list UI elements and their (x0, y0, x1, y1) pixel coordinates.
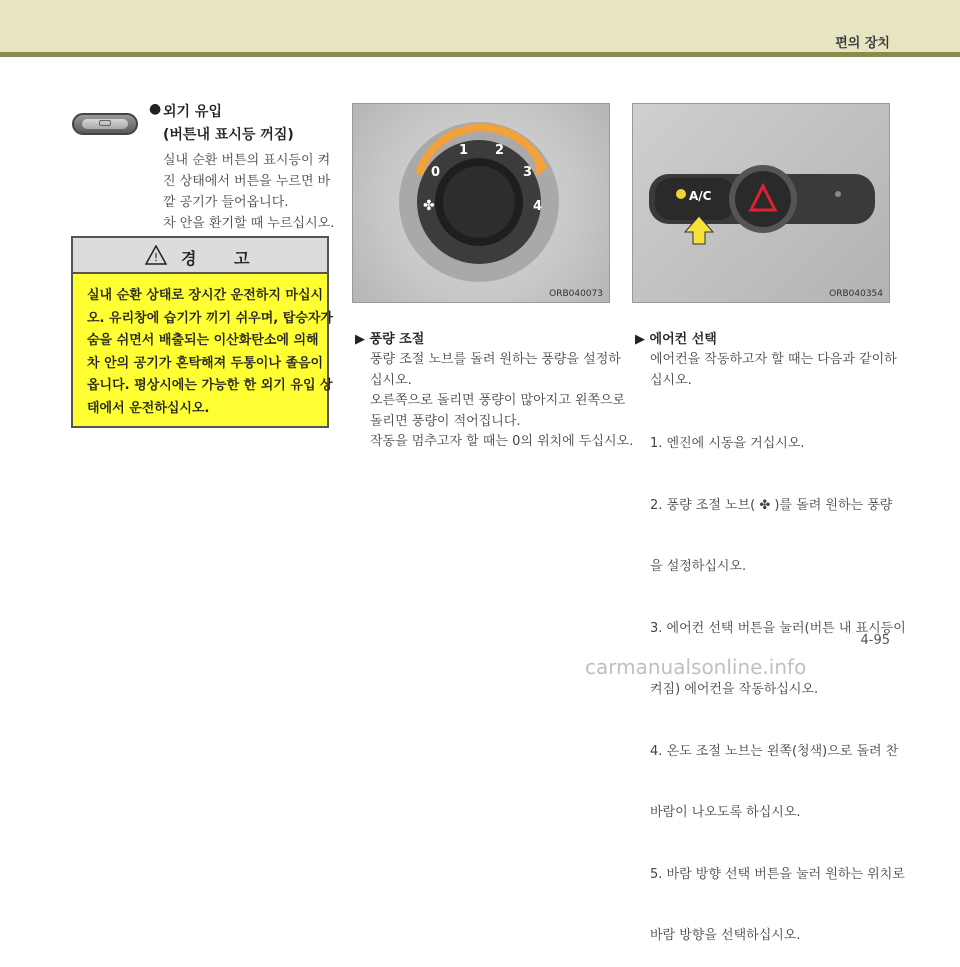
warning-line: 태에서 운전하십시오. (87, 400, 210, 416)
body-line: 풍량 조절 노브를 돌려 원하는 풍량을 설정하 (370, 352, 621, 367)
warning-triangle-icon (145, 245, 167, 265)
body-line: 차 안을 환기할 때 누르십시오. (163, 216, 335, 231)
step-line: 5. 바람 방향 선택 버튼을 눌러 원하는 위치로 (650, 866, 905, 882)
section2-title: 풍량 조절 (369, 332, 425, 347)
body-line: 돌리면 풍량이 적어집니다. (370, 413, 521, 429)
section2-body (370, 350, 634, 453)
svg-text:!: ! (153, 251, 159, 264)
warning-line: 숨을 쉬면서 배출되는 이산화탄소에 의해 (87, 333, 319, 348)
outside-air-button-image (72, 113, 138, 135)
section3-steps (650, 393, 906, 967)
footer-watermark: carmanualsonline.info (585, 655, 807, 679)
section1-body (163, 150, 338, 234)
section1-title: 외기 유입 (163, 104, 222, 120)
step-line: 바람 방향을 선택하십시오. (650, 928, 801, 943)
header-title: 편의 장치 (835, 36, 890, 51)
step-line: 3. 에어컨 선택 버튼을 눌러(버튼 내 표시등이 (650, 620, 906, 636)
step-line: 2. 풍량 조절 노브( ✤ )를 돌려 원하는 풍량 (650, 497, 893, 513)
warning-header (73, 238, 327, 274)
photo-code: ORB040073 (549, 289, 603, 299)
fan-icon: ✤ (423, 198, 435, 214)
body-line: 십시오. (650, 372, 692, 388)
step-line: 1. 엔진에 시동을 거십시오. (650, 436, 805, 451)
step-line: 켜짐) 에어컨을 작동하십시오. (650, 682, 819, 697)
section3-intro (650, 350, 895, 391)
section2-marker: ▶ (355, 332, 365, 347)
section3-title: 에어컨 선택 (649, 332, 717, 347)
body-line: 실내 순환 버튼의 표시등이 켜 (163, 153, 331, 168)
warning-title: 경 고 (181, 249, 266, 268)
dial-label-4: 4 (533, 199, 543, 214)
warning-box (71, 236, 333, 428)
ac-button-photo (632, 103, 890, 303)
photo-code: ORB040354 (829, 289, 883, 299)
section1-bullet: ● (149, 101, 162, 117)
ac-label: A/C (689, 189, 712, 203)
warning-body (87, 285, 333, 420)
step-line: 바람이 나오도록 하십시오. (650, 805, 801, 820)
warning-line: 옵니다. 평상시에는 가능한 한 외기 유입 상 (87, 378, 333, 393)
body-line: 깥 공기가 들어옵니다. (163, 195, 289, 210)
fan-knob-illustration (353, 104, 610, 303)
page-number: 4-95 (860, 633, 890, 648)
body-line: 진 상태에서 버튼을 누르면 바 (163, 174, 331, 189)
car-icon (99, 120, 111, 126)
ac-panel-illustration (633, 104, 890, 303)
section2-heading (355, 328, 424, 347)
dial-label-2: 2 (495, 143, 505, 158)
fan-speed-knob-photo (352, 103, 610, 303)
body-line: 십시오. (370, 372, 412, 388)
warning-line: 차 안의 공기가 혼탁해져 두통이나 졸음이 (87, 355, 324, 371)
step-line: 을 설정하십시오. (650, 559, 747, 574)
body-line: 오른쪽으로 돌리면 풍량이 많아지고 왼쪽으로 (370, 393, 626, 408)
warning-line: 오. 유리창에 습기가 끼기 쉬우며, 탑승자가 (87, 310, 333, 326)
warning-line: 실내 순환 상태로 장시간 운전하지 마십시 (87, 288, 324, 303)
section3-heading (635, 328, 717, 347)
body-line: 작동을 멈추고자 할 때는 0의 위치에 두십시오. (370, 434, 634, 449)
page-header (0, 0, 960, 52)
dial-label-3: 3 (523, 165, 533, 180)
step-line: 4. 온도 조절 노브는 왼쪽(청색)으로 돌려 찬 (650, 743, 899, 759)
header-divider (0, 52, 960, 57)
section3-marker: ▶ (635, 332, 645, 347)
section1-subtitle: (버튼내 표시등 꺼짐) (163, 127, 294, 143)
body-line: 에어컨을 작동하고자 할 때는 다음과 같이하 (650, 352, 897, 367)
dial-label-0: 0 (431, 165, 441, 180)
dial-label-1: 1 (459, 143, 469, 158)
